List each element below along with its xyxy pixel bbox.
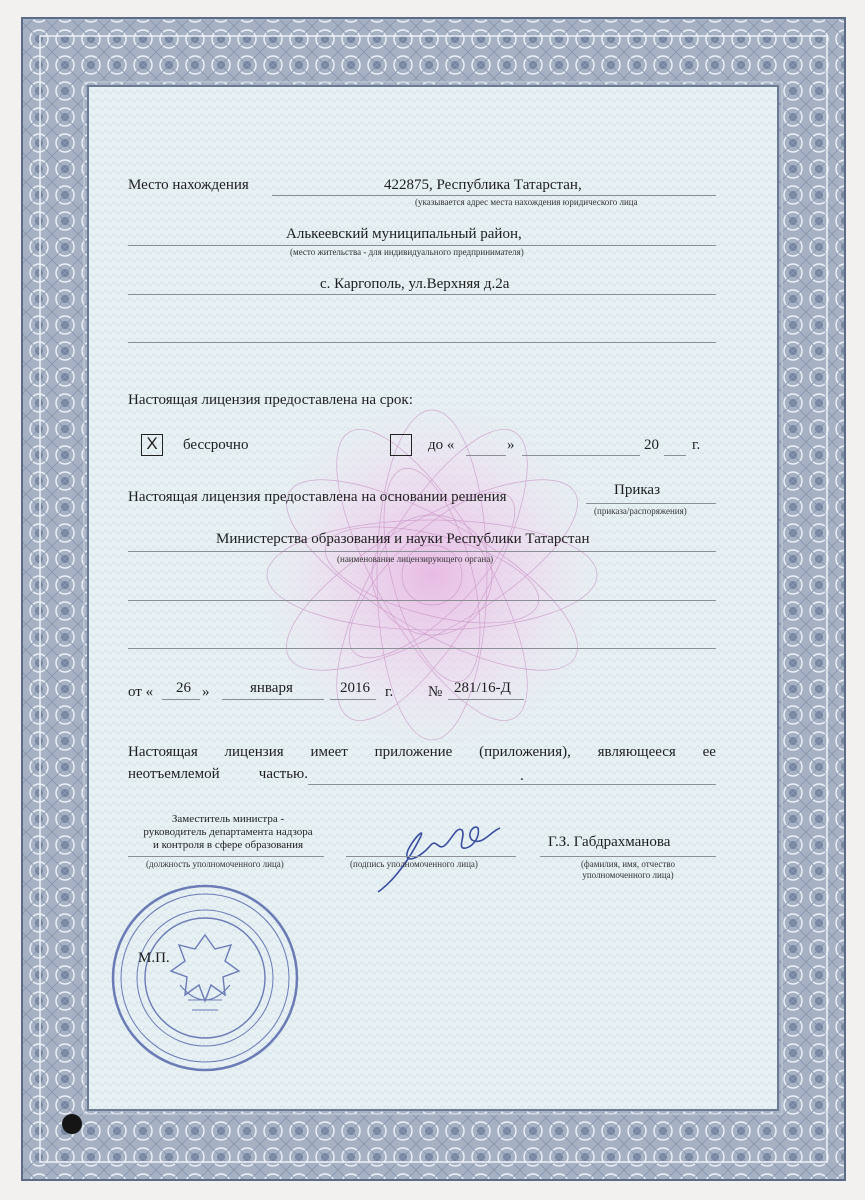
date-close-quote: »: [202, 684, 210, 700]
decision-month: января: [250, 680, 293, 696]
decision-caption: (приказа/распоряжения): [594, 506, 687, 516]
date-from-label: от «: [128, 684, 154, 700]
signatory-position: Заместитель министра - руководитель департамента надзора и контроля в сфере образования: [143, 813, 313, 851]
stamp-place-label: М.П.: [138, 950, 170, 966]
indefinite-checkbox[interactable]: [141, 434, 163, 456]
decision-type: Приказ: [614, 482, 661, 498]
until-year-suffix: г.: [692, 437, 701, 453]
decision-year-suffix: г.: [385, 684, 394, 700]
until-year-prefix: 20: [644, 437, 659, 453]
signatory-name: Г.З. Габдрахманова: [548, 834, 671, 850]
punch-hole: [62, 1114, 82, 1134]
authority-caption: (наименование лицензирующего органа): [337, 554, 494, 564]
until-prefix: до «: [428, 437, 455, 453]
decision-year: 2016: [340, 680, 370, 696]
term-label: Настоящая лицензия предоставлена на срок:: [128, 392, 413, 408]
indefinite-label: бессрочно: [183, 437, 249, 453]
decision-number: 281/16-Д: [454, 680, 511, 696]
licensing-authority: Министерства образования и науки Республики Татарстан: [216, 531, 590, 547]
decision-day: 26: [176, 680, 191, 696]
basis-label: Настоящая лицензия предоставлена на основании решения: [128, 489, 507, 505]
appendix-line-1: Настоящая лицензия имеет приложение (приложения), являющееся ее: [128, 744, 716, 760]
name-caption: (фамилия, имя, отчество уполномоченного лица): [580, 859, 676, 880]
appendix-line-2: неотъемлемой частью.: [128, 766, 308, 782]
until-close-quote: »: [507, 437, 515, 453]
signature-caption: (подпись уполномоченного лица): [350, 859, 478, 869]
appendix-trailing-dot: .: [520, 768, 524, 784]
address-line-1: 422875, Республика Татарстан,: [384, 177, 582, 193]
address-caption-2: (место жительства - для индивидуального предпринимателя): [290, 247, 524, 257]
address-line-3: с. Каргополь, ул.Верхняя д.2а: [320, 276, 510, 292]
address-caption-1: (указывается адрес места нахождения юридического лица: [415, 197, 638, 207]
number-sign: №: [428, 684, 443, 700]
position-caption: (должность уполномоченного лица): [146, 859, 284, 869]
location-label: Место нахождения: [128, 177, 249, 193]
address-line-2: Алькеевский муниципальный район,: [286, 226, 522, 242]
until-date-checkbox[interactable]: [390, 434, 412, 456]
checkbox-mark: X: [146, 434, 158, 453]
